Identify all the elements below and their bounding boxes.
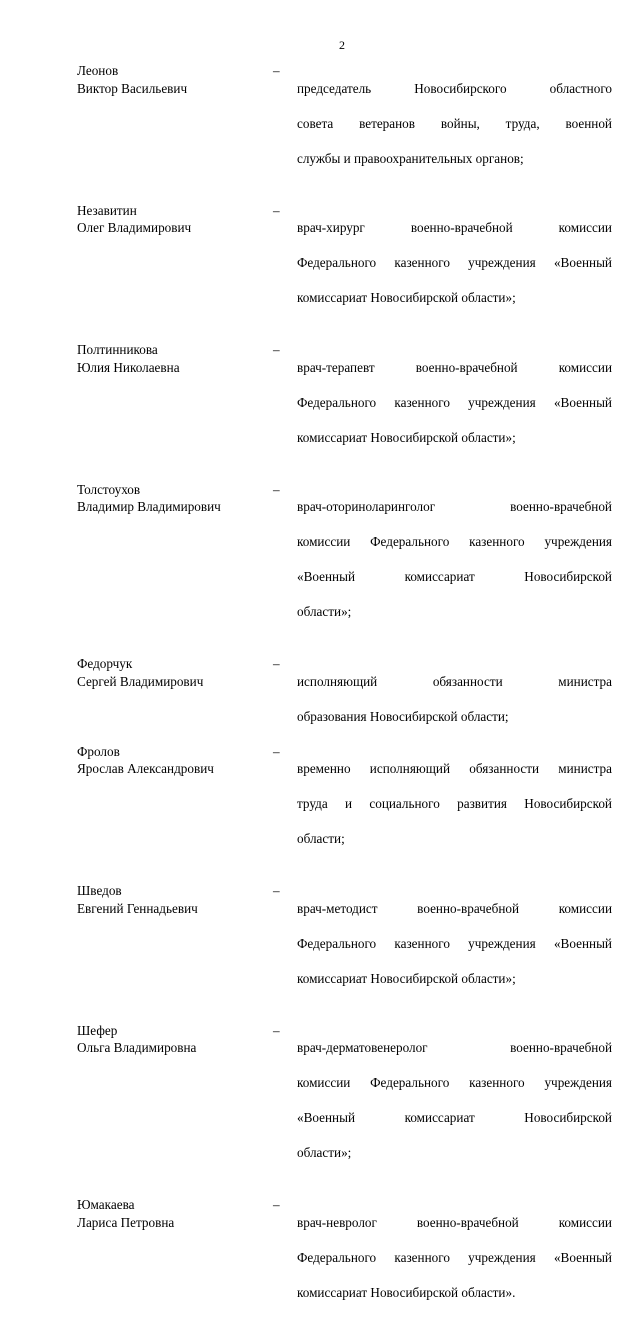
role-line: области»; [297, 604, 352, 619]
dash-separator: – [273, 342, 280, 357]
member-surname: Федорчук [77, 656, 133, 671]
role-line: службы и правоохранительных органов; [297, 150, 524, 166]
dash-separator: – [273, 1022, 280, 1038]
member-given-name: Владимир Владимирович [77, 499, 221, 514]
member-given-name: Сергей Владимирович [77, 673, 204, 689]
member-name [77, 202, 273, 237]
member-entry [77, 1022, 612, 1180]
member-given-name: Евгений Геннадьевич [77, 900, 198, 916]
member-role [297, 655, 612, 743]
role-line: комиссариат Новосибирской области»; [297, 290, 516, 305]
member-surname: Полтинникова [77, 342, 158, 357]
role-line: врач-терапевт военно-врачебной комиссии [297, 359, 612, 375]
role-line: врач-дерматовенеролог военно-врачебной [297, 1040, 612, 1055]
role-line: исполняющий обязанности министра [297, 673, 612, 689]
member-entry [77, 1196, 612, 1319]
member-surname: Толстоухов [77, 481, 141, 497]
member-role [297, 1196, 612, 1319]
role-line: области; [297, 831, 345, 846]
member-entry [77, 655, 612, 743]
member-given-name: Юлия Николаевна [77, 359, 180, 375]
role-line: области»; [297, 1145, 352, 1160]
member-entry [77, 202, 612, 325]
role-line: врач-хирург военно-врачебной комиссии [297, 220, 612, 235]
role-line: комиссариат Новосибирской области»; [297, 970, 516, 986]
dash-separator: – [273, 1197, 280, 1212]
member-given-name: Виктор Васильевич [77, 80, 188, 96]
role-line: «Военный комиссариат Новосибирской [297, 1110, 612, 1125]
member-entry [77, 882, 612, 1005]
member-surname: Фролов [77, 743, 120, 759]
member-name [77, 341, 273, 376]
role-line: временно исполняющий обязанности министра [297, 761, 612, 776]
member-surname: Леонов [77, 63, 119, 78]
dash-separator: – [273, 656, 280, 671]
page-number: 2 [339, 38, 345, 52]
role-line: комиссии Федерального казенного учреждения [297, 534, 612, 549]
member-entry [77, 743, 612, 866]
member-given-name: Ярослав Александрович [77, 761, 214, 776]
member-role [297, 341, 612, 464]
member-given-name: Ольга Владимировна [77, 1040, 197, 1055]
dash-separator: – [273, 743, 280, 759]
member-name [77, 655, 273, 690]
member-role [297, 202, 612, 325]
dash-separator: – [273, 481, 280, 497]
member-entry [77, 341, 612, 464]
role-line: Федерального казенного учреждения «Военный [297, 255, 612, 270]
role-line: Федерального казенного учреждения «Военный [297, 394, 612, 410]
member-role [297, 62, 612, 185]
member-role [297, 743, 612, 866]
member-name [77, 1022, 273, 1057]
role-line: «Военный комиссариат Новосибирской [297, 569, 612, 584]
member-role [297, 1022, 612, 1180]
member-name [77, 1196, 273, 1231]
role-line: образования Новосибирской области; [297, 708, 509, 724]
member-surname: Шефер [77, 1022, 118, 1038]
member-name [77, 743, 273, 778]
member-name [77, 62, 273, 97]
role-line: председатель Новосибирского областного [297, 80, 612, 96]
member-surname: Юмакаева [77, 1197, 135, 1212]
member-entry [77, 481, 612, 639]
role-line: комиссариат Новосибирской области». [297, 1284, 516, 1300]
role-line: Федерального казенного учреждения «Военный [297, 1249, 612, 1265]
member-given-name: Лариса Петровна [77, 1214, 175, 1230]
member-name [77, 481, 273, 516]
dash-separator: – [273, 883, 280, 898]
role-line: врач-невролог военно-врачебной комиссии [297, 1214, 612, 1230]
role-line: врач-методист военно-врачебной комиссии [297, 900, 612, 916]
member-role [297, 882, 612, 1005]
member-name [77, 882, 273, 917]
member-surname: Незавитин [77, 202, 137, 218]
role-line: комиссии Федерального казенного учреждения [297, 1075, 612, 1090]
role-line: врач-оториноларинголог военно-врачебной [297, 499, 612, 514]
member-entry [77, 62, 612, 185]
role-line: труда и социального развития Новосибирской [297, 796, 612, 811]
member-surname: Шведов [77, 883, 122, 898]
member-given-name: Олег Владимирович [77, 220, 192, 235]
member-role [297, 481, 612, 639]
role-line: Федерального казенного учреждения «Военный [297, 935, 612, 951]
role-line: совета ветеранов войны, труда, военной [297, 115, 612, 131]
member-list [77, 62, 612, 1319]
dash-separator: – [273, 63, 280, 78]
role-line: комиссариат Новосибирской области»; [297, 429, 516, 445]
dash-separator: – [273, 202, 280, 218]
